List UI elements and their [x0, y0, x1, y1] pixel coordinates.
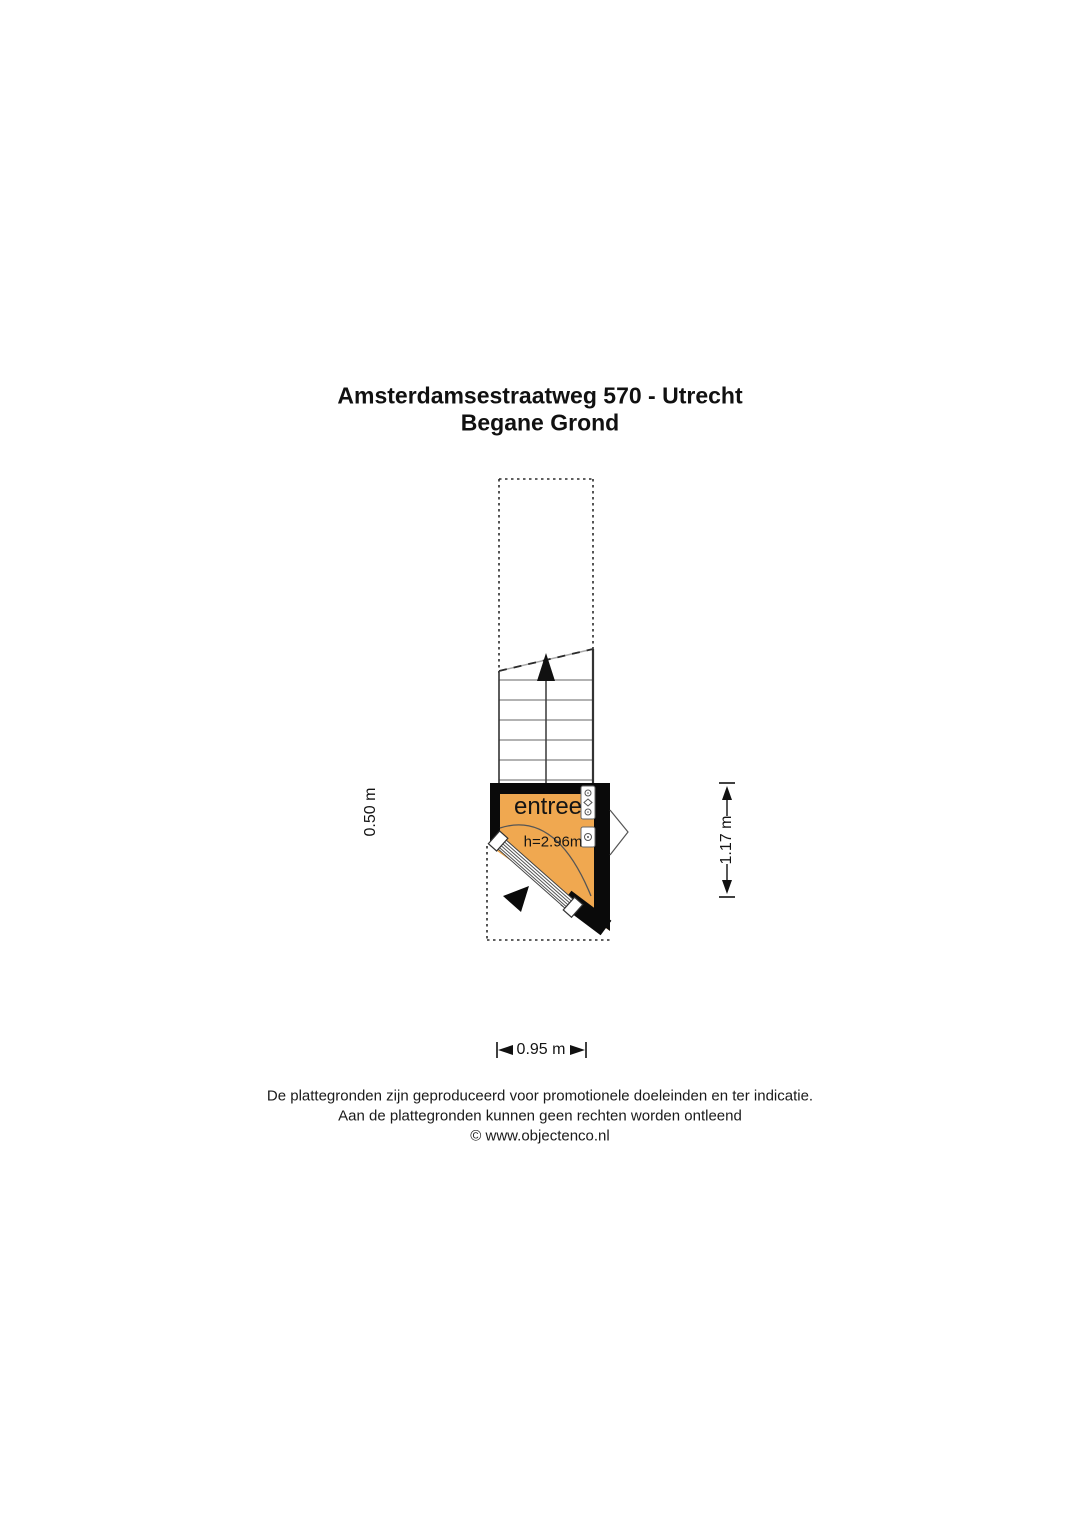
footer-disclaimer-line2: Aan de plattegronden kunnen geen rechten worden ontleend: [338, 1107, 742, 1125]
footer-disclaimer-line1: De plattegronden zijn geproduceerd voor promotionele doeleinden en ter indicatie.: [266, 1087, 814, 1105]
page-title-address: Amsterdamsestraatweg 570 - Utrecht: [337, 382, 743, 409]
footer-copyright: © www.objectenco.nl: [470, 1127, 610, 1145]
dimension-label-bottom: 0.95 m: [516, 1041, 566, 1058]
room-ceiling-height: h=2.96m: [523, 833, 583, 851]
dimension-label-right: 1.17 m: [718, 815, 735, 865]
dimension-label-left: 0.50 m: [362, 787, 379, 837]
staircase: [499, 649, 593, 783]
front-door-swing-icon: [610, 810, 628, 855]
meter-cabinet-icon: [581, 786, 595, 847]
room-label: entree: [513, 793, 583, 820]
entrance-direction-arrow-icon: [503, 886, 529, 912]
page-title-floor: Begane Grond: [460, 409, 620, 436]
